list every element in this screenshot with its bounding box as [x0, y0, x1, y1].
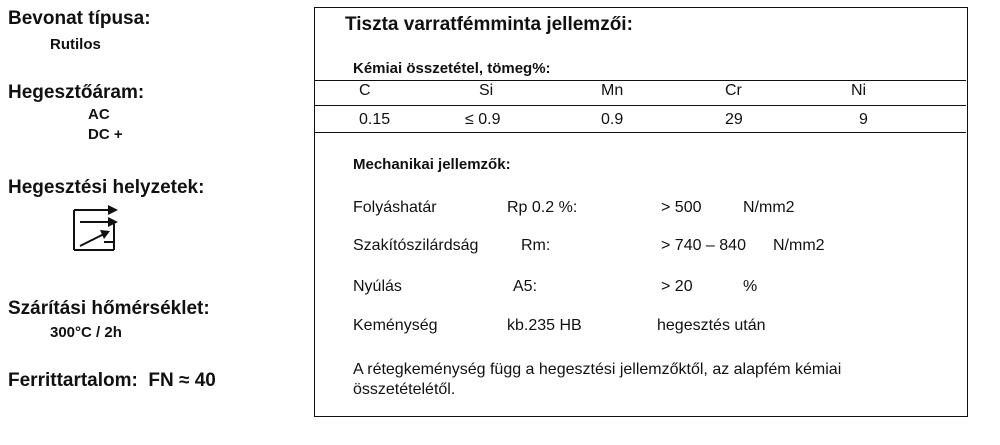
mech-symbol-tensile: Rm:	[521, 237, 551, 254]
chem-header-mn: Mn	[601, 82, 624, 99]
chem-value-si: ≤ 0.9	[465, 111, 501, 128]
mech-name-tensile: Szakítószilárdság	[353, 237, 479, 254]
ferrite-content-value: FN ≈ 40	[148, 370, 216, 391]
divider	[315, 105, 966, 106]
chem-value-cr: 29	[725, 111, 743, 128]
chem-value-c: 0.15	[359, 111, 391, 128]
mech-unit-yield: N/mm2	[743, 199, 795, 216]
chem-header-ni: Ni	[851, 82, 867, 99]
ferrite-content	[8, 370, 216, 392]
drying-temperature-value: 300°C / 2h	[50, 324, 122, 341]
box-title: Tiszta varratfémminta jellemzői:	[345, 14, 633, 35]
welding-current-ac: AC	[88, 106, 110, 123]
mech-symbol-elongation: A5:	[513, 278, 538, 295]
welding-positions-heading: Hegesztési helyzetek:	[8, 177, 205, 198]
chem-value-mn: 0.9	[601, 111, 624, 128]
mech-unit-tensile: N/mm2	[773, 237, 825, 254]
chem-header-c: C	[359, 82, 371, 99]
chem-header-si: Si	[479, 82, 494, 99]
coating-type-value: Rutilos	[50, 36, 101, 53]
chemical-composition-label: Kémiai összetétel, tömeg%:	[353, 60, 551, 77]
ferrite-content-label: Ferrittartalom:	[8, 370, 138, 391]
divider	[315, 80, 966, 81]
welding-positions-icon	[66, 200, 126, 260]
divider	[315, 132, 966, 133]
mech-value-tensile: > 740 – 840	[661, 237, 746, 254]
welding-current-dc: DC +	[88, 126, 123, 143]
drying-temperature-heading: Szárítási hőmérséklet:	[8, 298, 210, 319]
mech-value-hardness: hegesztés után	[657, 317, 766, 334]
left-column	[8, 0, 308, 445]
welding-current-heading: Hegesztőáram:	[8, 82, 145, 103]
weld-metal-properties-box	[314, 7, 968, 417]
mech-unit-elongation: %	[743, 278, 758, 295]
coating-type-heading: Bevonat típusa:	[8, 8, 151, 29]
mech-symbol-yield: Rp 0.2 %:	[507, 199, 578, 216]
mech-name-yield: Folyáshatár	[353, 199, 437, 216]
hardness-note: A rétegkeménység függ a hegesztési jellemzőktől, az alapfém kémiai összetételétől.	[353, 361, 842, 398]
mech-symbol-hardness: kb.235 HB	[507, 317, 582, 334]
chem-header-cr: Cr	[725, 82, 742, 99]
chem-value-ni: 9	[859, 111, 868, 128]
mech-name-elongation: Nyúlás	[353, 278, 402, 295]
mech-value-yield: > 500	[661, 199, 702, 216]
mech-value-elongation: > 20	[661, 278, 693, 295]
mech-name-hardness: Keménység	[353, 317, 438, 334]
mechanical-properties-label: Mechanikai jellemzők:	[353, 156, 511, 173]
